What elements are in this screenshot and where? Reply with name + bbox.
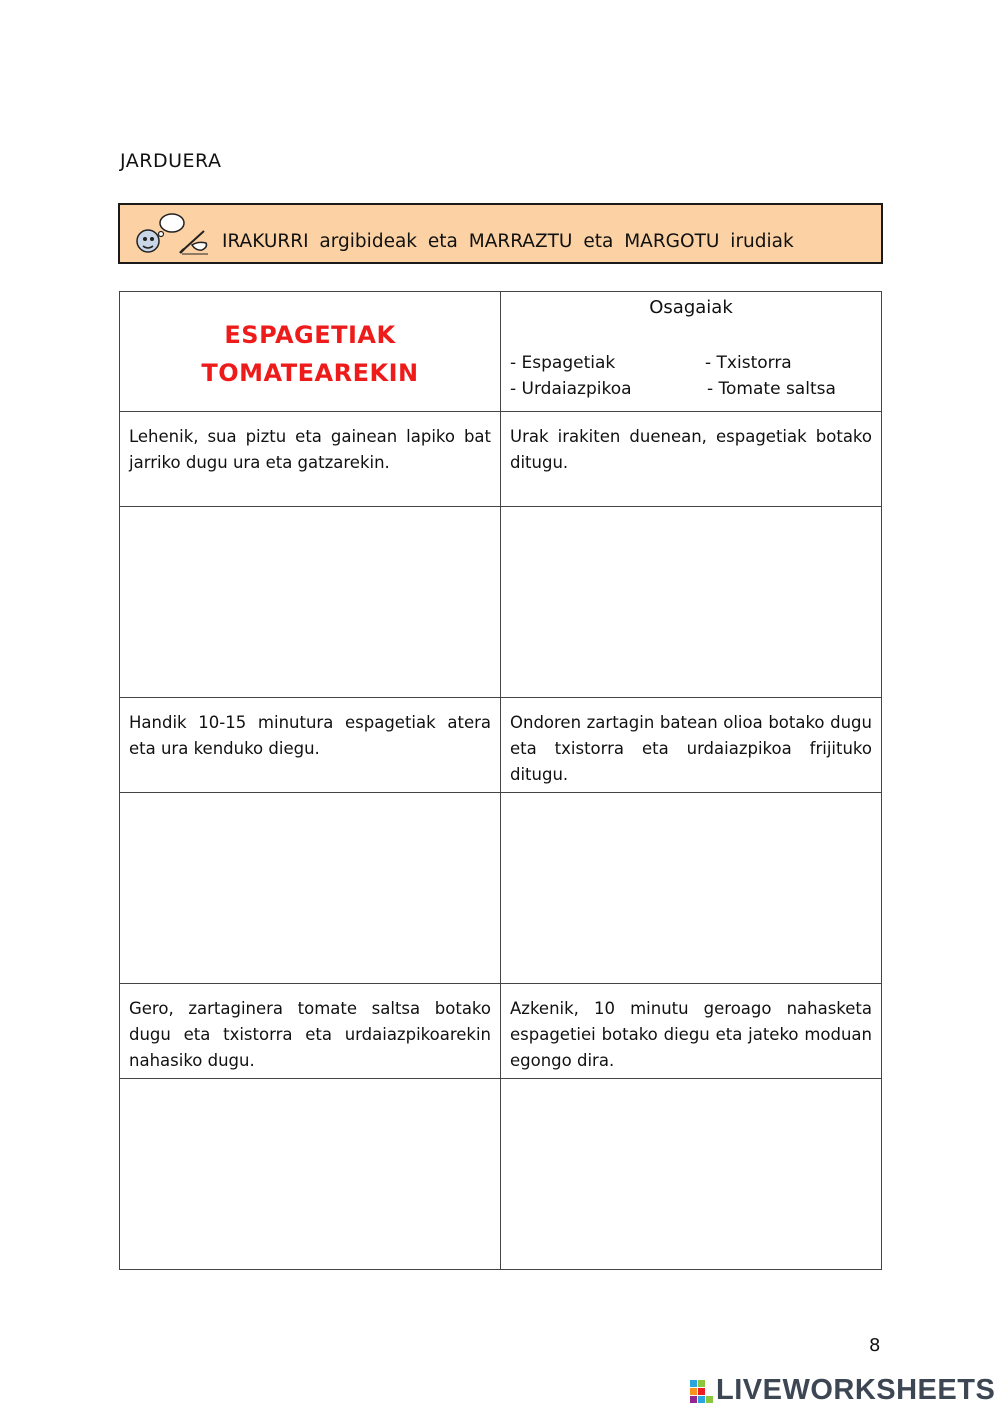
drawing-area[interactable] bbox=[120, 1079, 501, 1270]
ingredients-heading: Osagaiak bbox=[649, 297, 733, 318]
drawing-area[interactable] bbox=[501, 507, 882, 698]
recipe-title-cell bbox=[120, 292, 501, 412]
step-cell bbox=[120, 412, 501, 507]
step-cell bbox=[120, 698, 501, 793]
step-text: Handik 10-15 minutura espagetiak atera eta ura kenduko diegu. bbox=[129, 713, 491, 758]
page-number: 8 bbox=[869, 1335, 881, 1356]
ingredient-item: - Espagetiak bbox=[510, 353, 616, 373]
drawing-area[interactable] bbox=[501, 1079, 882, 1270]
recipe-table bbox=[119, 291, 882, 1270]
step-text: Ondoren zartagin batean olioa botako dugu eta txistorra eta urdaiazpikoa frijituko ditugu. bbox=[510, 713, 872, 784]
drawing-area[interactable] bbox=[120, 507, 501, 698]
ingredients-row bbox=[510, 350, 873, 376]
ingredients-row bbox=[510, 376, 873, 402]
ingredient-item: - Urdaiazpikoa bbox=[510, 379, 632, 399]
step-cell bbox=[501, 984, 882, 1079]
step-cell bbox=[501, 698, 882, 793]
writing-hand-icon bbox=[178, 227, 210, 255]
ingredient-item: - Txistorra bbox=[705, 353, 792, 373]
step-cell bbox=[501, 412, 882, 507]
step-text: Urak irakiten duenean, espagetiak botako ditugu. bbox=[510, 427, 872, 472]
page-heading: JARDUERA bbox=[120, 150, 222, 172]
drawing-area[interactable] bbox=[501, 793, 882, 984]
ingredients-cell bbox=[501, 292, 882, 412]
ingredients-list bbox=[510, 350, 873, 402]
step-text: Gero, zartaginera tomate saltsa botako dugu eta txistorra eta urdaiazpikoarekin nahasiko dugu. bbox=[129, 999, 491, 1070]
brand-name: LIVEWORKSHEETS bbox=[716, 1374, 996, 1406]
step-cell bbox=[120, 984, 501, 1079]
step-text: Lehenik, sua piztu eta gainean lapiko bat jarriko dugu ura eta gatzarekin. bbox=[129, 427, 491, 472]
instruction-text: IRAKURRI argibideak eta MARRAZTU eta MARGOTU irudiak bbox=[222, 231, 794, 252]
recipe-title: ESPAGETIAK TOMATEAREKIN bbox=[201, 321, 419, 387]
ingredient-item: - Tomate saltsa bbox=[707, 379, 836, 399]
liveworksheets-logo-icon bbox=[690, 1380, 714, 1404]
instruction-banner bbox=[118, 203, 883, 264]
step-text: Azkenik, 10 minutu geroago nahasketa espagetiei botako diegu eta jateko moduan egongo dira. bbox=[510, 999, 872, 1070]
drawing-area[interactable] bbox=[120, 793, 501, 984]
